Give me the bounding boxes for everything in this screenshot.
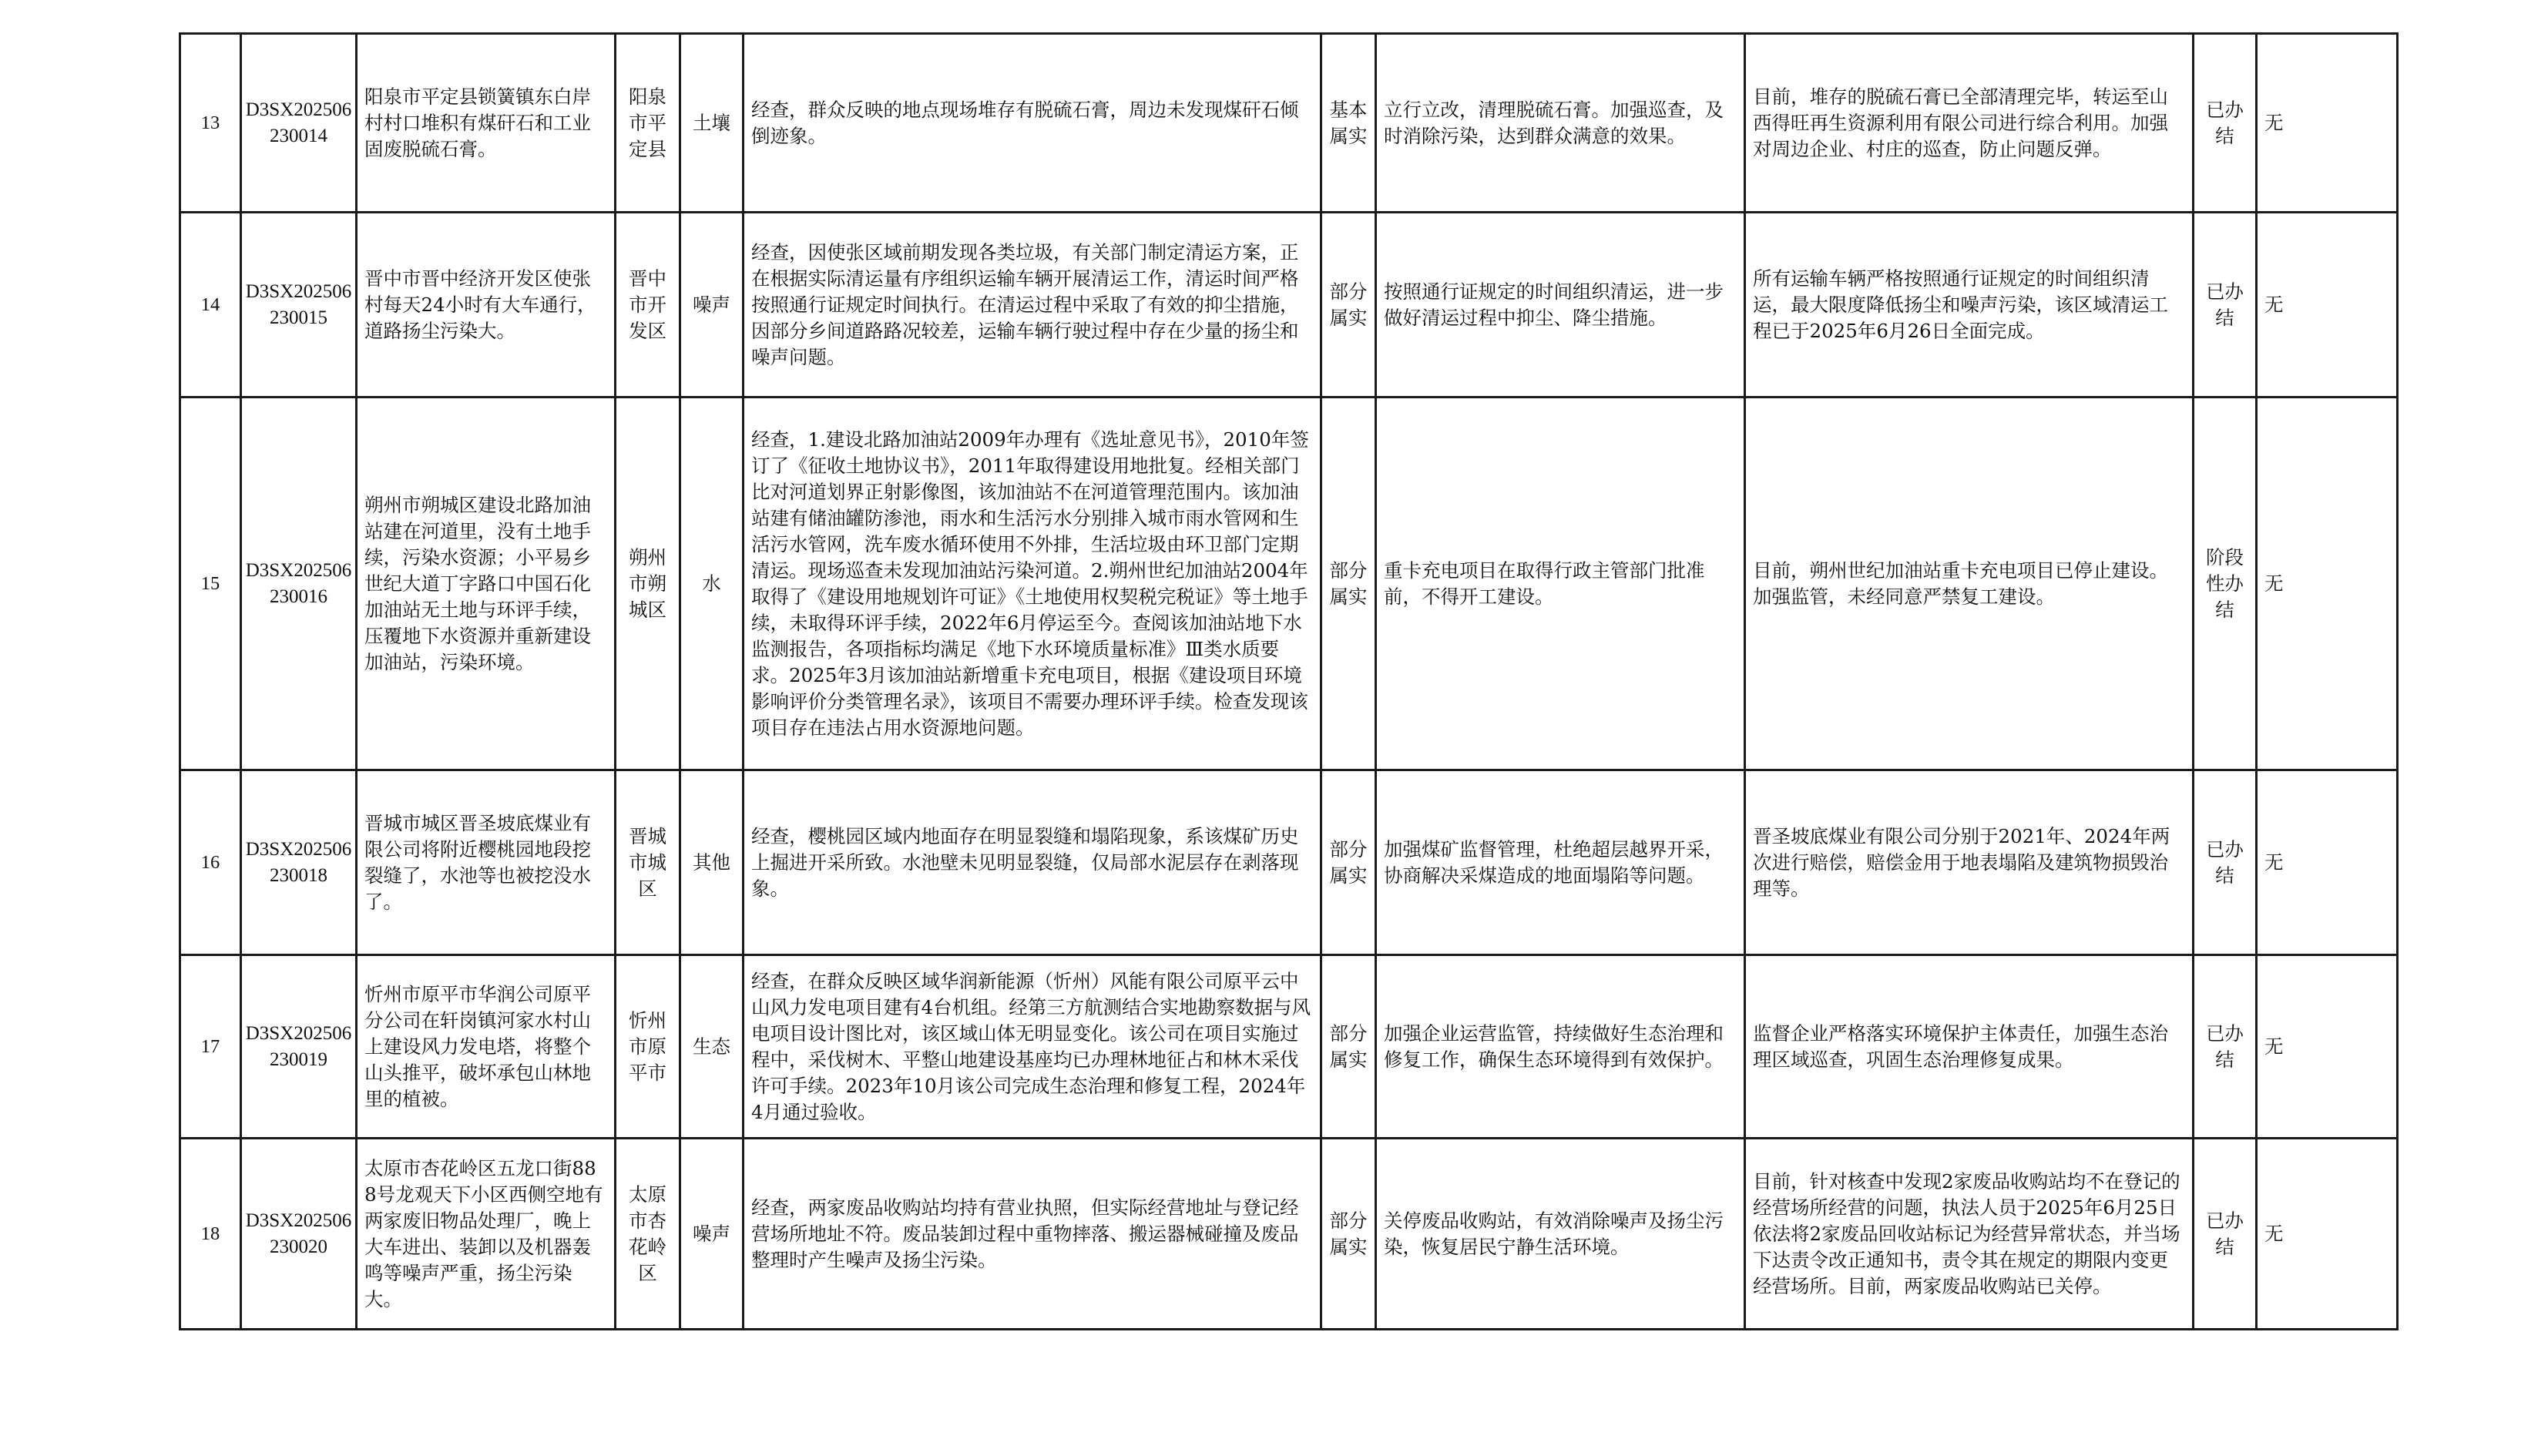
- pollution-type: 水: [680, 398, 744, 770]
- complaint-content: 朔州市朔城区建设北路加油站建在河道里，没有土地手续，污染水资源；小平易乡世纪大道丁字路口中国石化加油站无土地与环评手续，压覆地下水资源并重新建设加油站，污染环境。: [357, 398, 616, 770]
- pollution-type: 噪声: [680, 213, 744, 398]
- verdict: 部分属实: [1321, 213, 1376, 398]
- case-code: D3SX202506230018: [241, 770, 357, 955]
- case-code: D3SX202506230020: [241, 1139, 357, 1330]
- rectification-progress: 目前，针对核查中发现2家废品收购站均不在登记的经营场所经营的问题，执法人员于2025年6月25日依法将2家废品回收站标记为经营异常状态，并当场下达责令改正通知书，责令其在规定的期限内变更经营场所。目前，两家废品收购站已关停。: [1745, 1139, 2194, 1330]
- case-code: D3SX202506230014: [241, 34, 357, 213]
- table-row: [180, 955, 2398, 1139]
- rectification-measures: 立行立改，清理脱硫石膏。加强巡查，及时消除污染，达到群众满意的效果。: [1376, 34, 1745, 213]
- pollution-type: 生态: [680, 955, 744, 1139]
- table-body: [180, 34, 2398, 1330]
- rectification-progress: 目前，朔州世纪加油站重卡充电项目已停止建设。加强监管，未经同意严禁复工建设。: [1745, 398, 2194, 770]
- investigation-result: 经查，群众反映的地点现场堆存有脱硫石膏，周边未发现煤矸石倾倒迹象。: [744, 34, 1321, 213]
- row-number: 16: [180, 770, 241, 955]
- rectification-progress: 监督企业严格落实环境保护主体责任，加强生态治理区域巡查，巩固生态治理修复成果。: [1745, 955, 2194, 1139]
- case-status: 已办结: [2194, 213, 2257, 398]
- table-row: [180, 34, 2398, 213]
- accountability: 无: [2257, 770, 2398, 955]
- case-table: [179, 32, 2399, 1330]
- administrative-area: 太原市杏花岭区: [616, 1139, 680, 1330]
- investigation-result: 经查，两家废品收购站均持有营业执照，但实际经营地址与登记经营场所地址不符。废品装卸过程中重物摔落、搬运器械碰撞及废品整理时产生噪声及扬尘污染。: [744, 1139, 1321, 1330]
- administrative-area: 忻州市原平市: [616, 955, 680, 1139]
- rectification-measures: 加强企业运营监管，持续做好生态治理和修复工作，确保生态环境得到有效保护。: [1376, 955, 1745, 1139]
- administrative-area: 阳泉市平定县: [616, 34, 680, 213]
- accountability: 无: [2257, 213, 2398, 398]
- complaint-content: 晋城市城区晋圣坡底煤业有限公司将附近樱桃园地段挖裂缝了，水池等也被挖没水了。: [357, 770, 616, 955]
- rectification-measures: 关停废品收购站，有效消除噪声及扬尘污染，恢复居民宁静生活环境。: [1376, 1139, 1745, 1330]
- case-code: D3SX202506230016: [241, 398, 357, 770]
- case-code: D3SX202506230015: [241, 213, 357, 398]
- case-code: D3SX202506230019: [241, 955, 357, 1139]
- verdict: 基本属实: [1321, 34, 1376, 213]
- rectification-progress: 所有运输车辆严格按照通行证规定的时间组织清运，最大限度降低扬尘和噪声污染，该区域清运工程已于2025年6月26日全面完成。: [1745, 213, 2194, 398]
- table-row: [180, 213, 2398, 398]
- administrative-area: 朔州市朔城区: [616, 398, 680, 770]
- pollution-type: 其他: [680, 770, 744, 955]
- complaint-content: 忻州市原平市华润公司原平分公司在轩岗镇河家水村山上建设风力发电塔，将整个山头推平，破坏承包山林地里的植被。: [357, 955, 616, 1139]
- investigation-result: 经查，1.建设北路加油站2009年办理有《选址意见书》，2010年签订了《征收土地协议书》，2011年取得建设用地批复。经相关部门比对河道划界正射影像图，该加油站不在河道管理范围内。该加油站建有储油罐防渗池，雨水和生活污水分别排入城市雨水管网和生活污水管网，洗车废水循环使用不外排，生活垃圾由环卫部门定期清运。现场巡查未发现加油站污染河道。2.朔州世纪加油站2004年取得了《建设用地规划许可证》《土地使用权契税完税证》等土地手续，未取得环评手续，2022年6月停运至今。查阅该加油站地下水监测报告，各项指标均满足《地下水环境质量标准》Ⅲ类水质要求。2025年3月该加油站新增重卡充电项目，根据《建设项目环境影响评价分类管理名录》，该项目不需要办理环评手续。检查发现该项目存在违法占用水资源地问题。: [744, 398, 1321, 770]
- table-row: [180, 398, 2398, 770]
- pollution-type: 土壤: [680, 34, 744, 213]
- administrative-area: 晋中市开发区: [616, 213, 680, 398]
- pollution-type: 噪声: [680, 1139, 744, 1330]
- case-status: 已办结: [2194, 1139, 2257, 1330]
- row-number: 13: [180, 34, 241, 213]
- case-status: 阶段性办结: [2194, 398, 2257, 770]
- rectification-measures: 加强煤矿监督管理，杜绝超层越界开采，协商解决采煤造成的地面塌陷等问题。: [1376, 770, 1745, 955]
- verdict: 部分属实: [1321, 955, 1376, 1139]
- verdict: 部分属实: [1321, 1139, 1376, 1330]
- accountability: 无: [2257, 34, 2398, 213]
- investigation-result: 经查，因使张区域前期发现各类垃圾，有关部门制定清运方案，正在根据实际清运量有序组织运输车辆开展清运工作，清运时间严格按照通行证规定时间执行。在清运过程中采取了有效的抑尘措施，因部分乡间道路路况较差，运输车辆行驶过程中存在少量的扬尘和噪声问题。: [744, 213, 1321, 398]
- accountability: 无: [2257, 955, 2398, 1139]
- row-number: 17: [180, 955, 241, 1139]
- case-status: 已办结: [2194, 34, 2257, 213]
- case-status: 已办结: [2194, 770, 2257, 955]
- case-status: 已办结: [2194, 955, 2257, 1139]
- investigation-result: 经查，樱桃园区域内地面存在明显裂缝和塌陷现象，系该煤矿历史上掘进开采所致。水池壁未见明显裂缝，仅局部水泥层存在剥落现象。: [744, 770, 1321, 955]
- rectification-progress: 晋圣坡底煤业有限公司分别于2021年、2024年两次进行赔偿，赔偿金用于地表塌陷及建筑物损毁治理等。: [1745, 770, 2194, 955]
- accountability: 无: [2257, 1139, 2398, 1330]
- administrative-area: 晋城市城区: [616, 770, 680, 955]
- table-row: [180, 1139, 2398, 1330]
- complaint-content: 晋中市晋中经济开发区使张村每天24小时有大车通行，道路扬尘污染大。: [357, 213, 616, 398]
- accountability: 无: [2257, 398, 2398, 770]
- complaint-content: 阳泉市平定县锁簧镇东白岸村村口堆积有煤矸石和工业固废脱硫石膏。: [357, 34, 616, 213]
- table-row: [180, 770, 2398, 955]
- verdict: 部分属实: [1321, 770, 1376, 955]
- rectification-progress: 目前，堆存的脱硫石膏已全部清理完毕，转运至山西得旺再生资源利用有限公司进行综合利用。加强对周边企业、村庄的巡查，防止问题反弹。: [1745, 34, 2194, 213]
- row-number: 14: [180, 213, 241, 398]
- row-number: 18: [180, 1139, 241, 1330]
- verdict: 部分属实: [1321, 398, 1376, 770]
- complaint-content: 太原市杏花岭区五龙口街888号龙观天下小区西侧空地有两家废旧物品处理厂，晚上大车进出、装卸以及机器轰鸣等噪声严重，扬尘污染大。: [357, 1139, 616, 1330]
- row-number: 15: [180, 398, 241, 770]
- investigation-result: 经查，在群众反映区域华润新能源（忻州）风能有限公司原平云中山风力发电项目建有4台机组。经第三方航测结合实地勘察数据与风电项目设计图比对，该区域山体无明显变化。该公司在项目实施过程中，采伐树木、平整山地建设基座均已办理林地征占和林木采伐许可手续。2023年10月该公司完成生态治理和修复工程，2024年4月通过验收。: [744, 955, 1321, 1139]
- rectification-measures: 重卡充电项目在取得行政主管部门批准前，不得开工建设。: [1376, 398, 1745, 770]
- rectification-measures: 按照通行证规定的时间组织清运，进一步做好清运过程中抑尘、降尘措施。: [1376, 213, 1745, 398]
